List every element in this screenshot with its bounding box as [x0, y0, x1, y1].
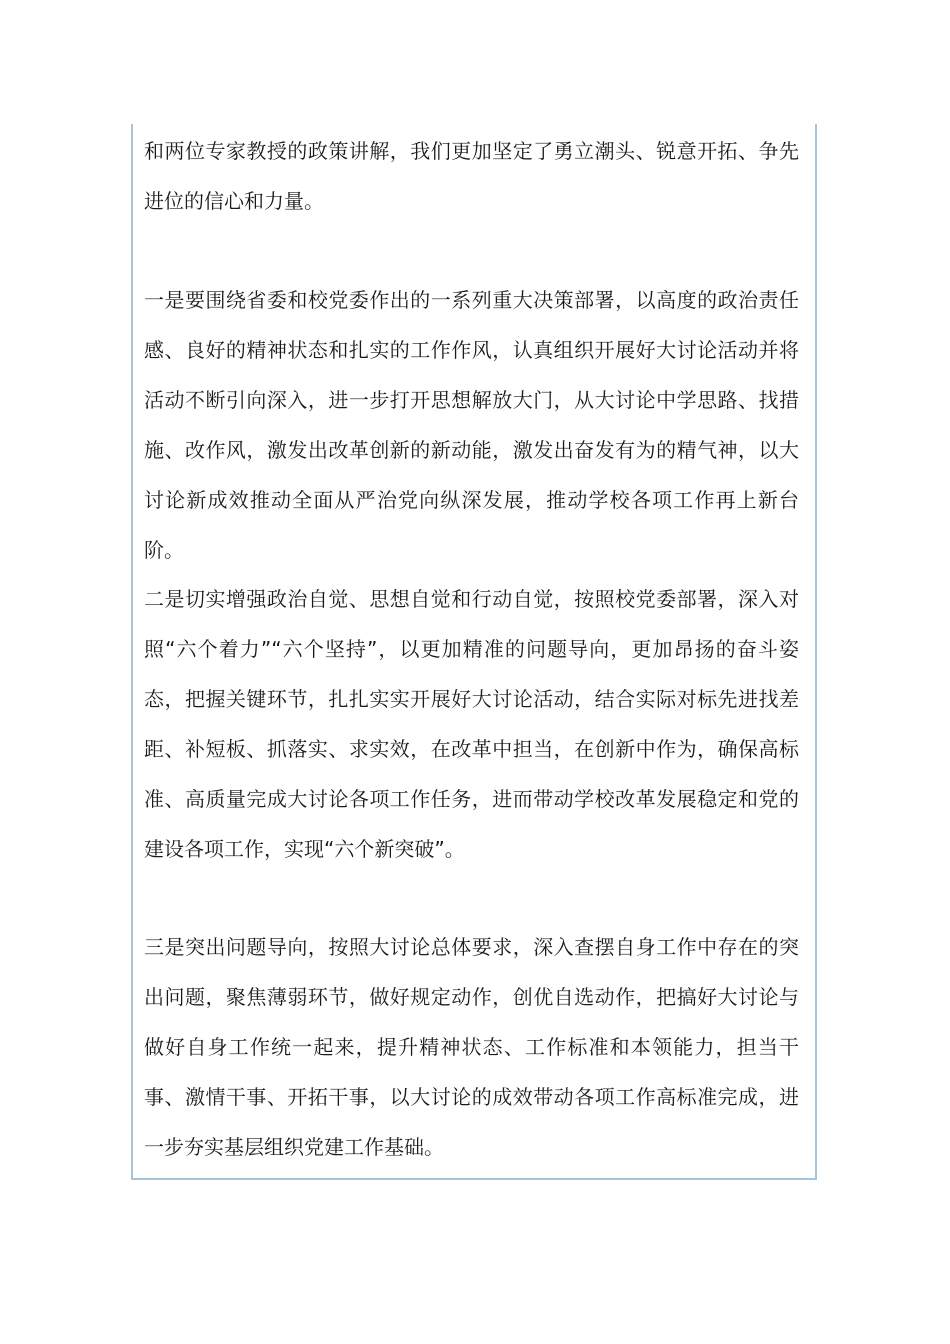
paragraph-point-two: 二是切实增强政治自觉、思想自觉和行动自觉，按照校党委部署，深入对照“六个着力”“六个坚持”，以更加精准的问题导向，更加昂扬的奋斗姿态，把握关键环节，扎扎实实开展好大讨论活动，结合实际对标先进找差距、补短板、抓落实、求实效，在改革中担当，在创新中作为，确保高标准、高质量完成大讨论各项工作任务，进而带动学校改革发展稳定和党的建设各项工作，实现“六个新突破”。 — [144, 587, 799, 861]
paragraph-point-three: 三是突出问题导向，按照大讨论总体要求，深入查摆自身工作中存在的突出问题，聚焦薄弱环节，做好规定动作，创优自选动作，把搞好大讨论与做好自身工作统一起来，提升精神状态、工作标准和本领能力，担当干事、激情干事、开拓干事，以大讨论的成效带动各项工作高标准完成，进一步夯实基层组织党建工作基础。 — [144, 935, 799, 1159]
paragraph-point-one: 一是要围绕省委和校党委作出的一系列重大决策部署，以高度的政治责任感、良好的精神状态和扎实的工作作风，认真组织开展好大讨论活动并将活动不断引向深入，进一步打开思想解放大门，从大讨论中学思路、找措施、改作风，激发出改革创新的新动能，激发出奋发有为的精气神，以大讨论新成效推动全面从严治党向纵深发展，推动学校各项工作再上新台阶。 — [144, 288, 799, 562]
paragraph-intro-continuation: 和两位专家教授的政策讲解，我们更加坚定了勇立潮头、锐意开拓、争先进位的信心和力量。 — [144, 139, 799, 213]
